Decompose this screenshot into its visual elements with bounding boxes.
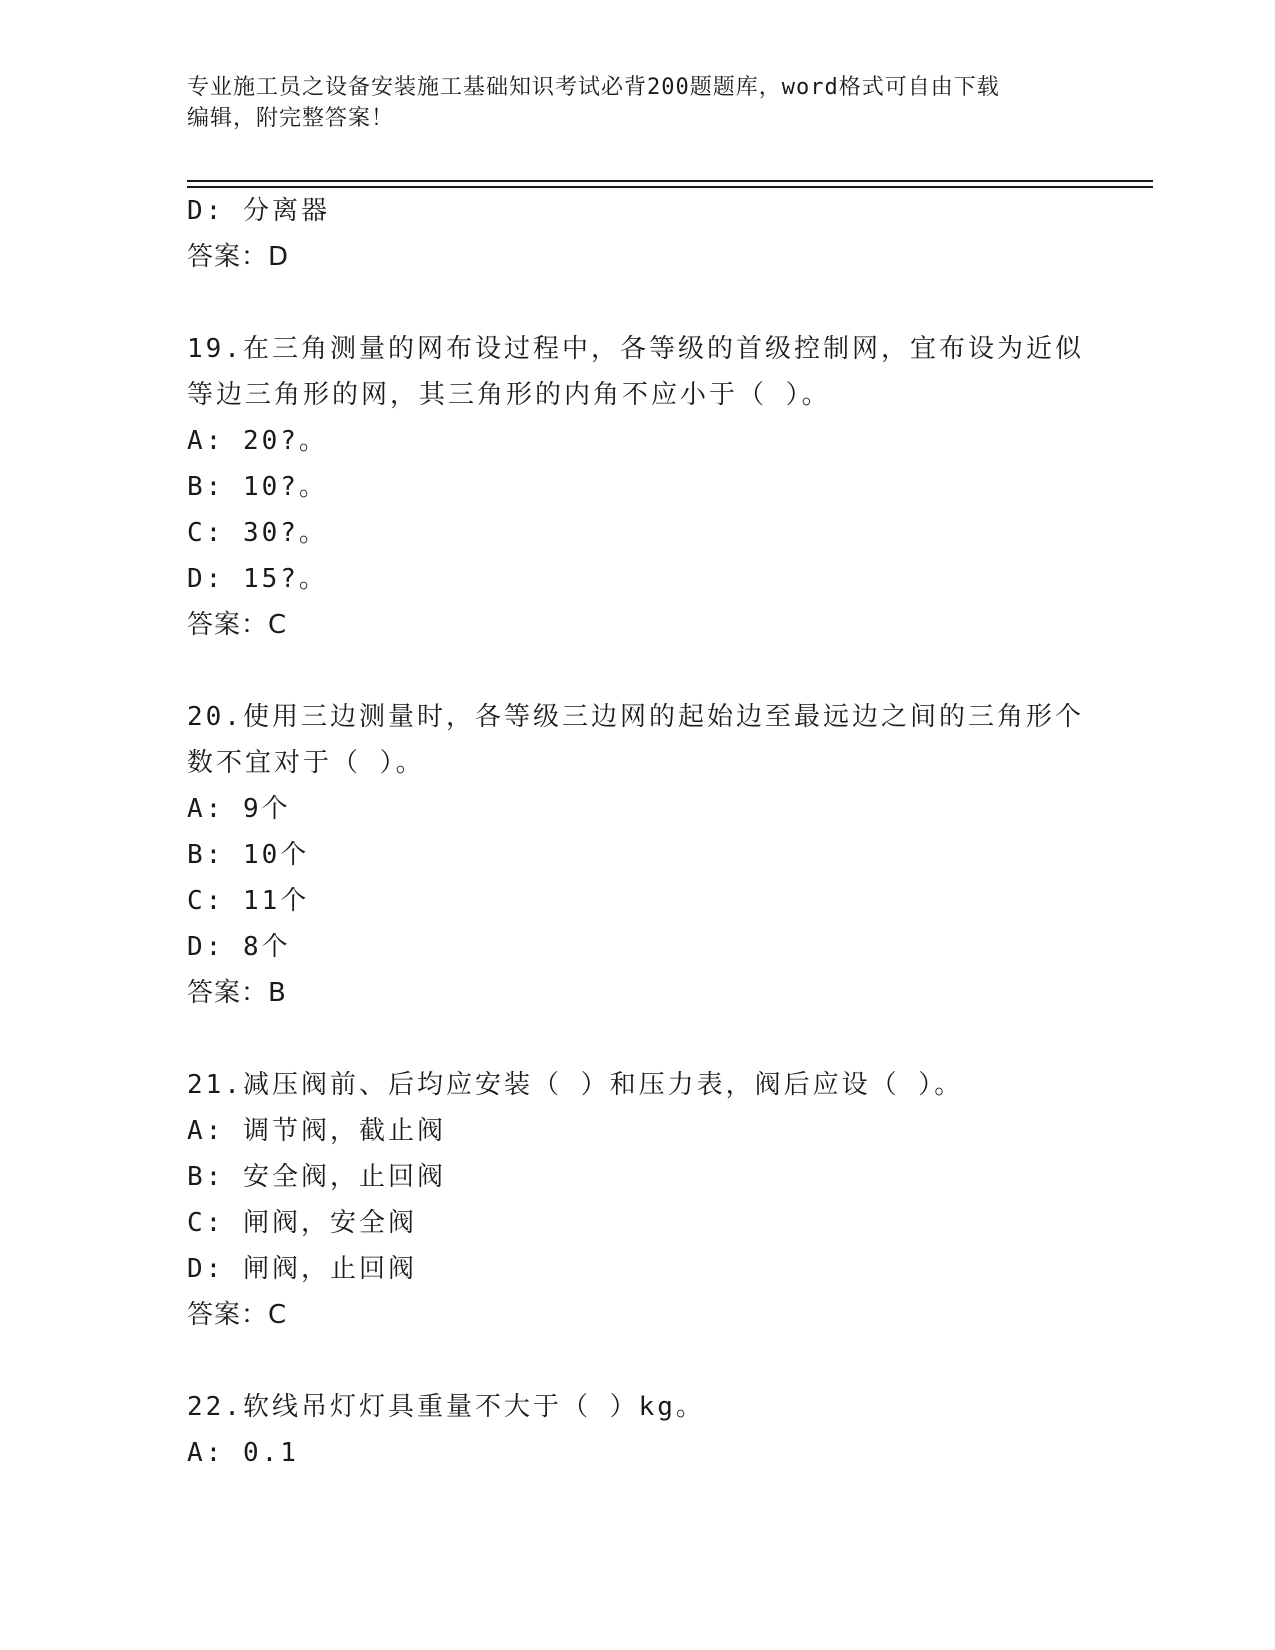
option-c: C: 30?。 bbox=[187, 518, 328, 548]
question-block-19 bbox=[187, 326, 1117, 648]
option-c: C: 闸阀，安全阀 bbox=[187, 1208, 417, 1238]
question-text-line: 等边三角形的网，其三角形的内角不应小于（ ）。 bbox=[187, 380, 831, 410]
option-a: A: 20?。 bbox=[187, 426, 328, 456]
question-block-22 bbox=[187, 1384, 1117, 1476]
document-header bbox=[187, 72, 1077, 134]
spacer bbox=[187, 1016, 1117, 1062]
question-text-line: 22.软线吊灯灯具重量不大于（ ）kg。 bbox=[187, 1392, 705, 1422]
answer-line: 答案：C bbox=[187, 1300, 288, 1330]
header-line-1: 专业施工员之设备安装施工基础知识考试必背200题题库，word格式可自由下载 bbox=[187, 75, 1000, 100]
question-text-line: 21.减压阀前、后均应安装（ ）和压力表，阀后应设（ ）。 bbox=[187, 1070, 964, 1100]
option-c: C: 11个 bbox=[187, 886, 310, 916]
option-d: D: 闸阀，止回阀 bbox=[187, 1254, 417, 1284]
spacer bbox=[187, 280, 1117, 326]
question-text-line: 数不宜对于（ ）。 bbox=[187, 748, 425, 778]
option-a: A: 调节阀，截止阀 bbox=[187, 1116, 446, 1146]
option-b: B: 安全阀，止回阀 bbox=[187, 1162, 446, 1192]
header-line-2: 编辑，附完整答案！ bbox=[187, 106, 395, 131]
option-d: D: 分离器 bbox=[187, 196, 330, 226]
answer-line: 答案：B bbox=[187, 978, 287, 1008]
option-d: D: 8个 bbox=[187, 932, 291, 962]
option-b: B: 10?。 bbox=[187, 472, 328, 502]
header-rule-top bbox=[187, 180, 1153, 182]
option-d: D: 15?。 bbox=[187, 564, 328, 594]
option-a: A: 9个 bbox=[187, 794, 291, 824]
answer-line: 答案：D bbox=[187, 242, 290, 272]
question-block-20 bbox=[187, 694, 1117, 1016]
answer-line: 答案：C bbox=[187, 610, 288, 640]
spacer bbox=[187, 648, 1117, 694]
question-text-line: 19.在三角测量的网布设过程中，各等级的首级控制网，宜布设为近似 bbox=[187, 334, 1084, 364]
question-list bbox=[187, 188, 1117, 1476]
option-b: B: 10个 bbox=[187, 840, 310, 870]
option-a: A: 0.1 bbox=[187, 1438, 299, 1468]
question-block-21 bbox=[187, 1062, 1117, 1338]
question-text-line: 20.使用三边测量时，各等级三边网的起始边至最远边之间的三角形个 bbox=[187, 702, 1084, 732]
spacer bbox=[187, 1338, 1117, 1384]
question-block-18 bbox=[187, 188, 1117, 280]
